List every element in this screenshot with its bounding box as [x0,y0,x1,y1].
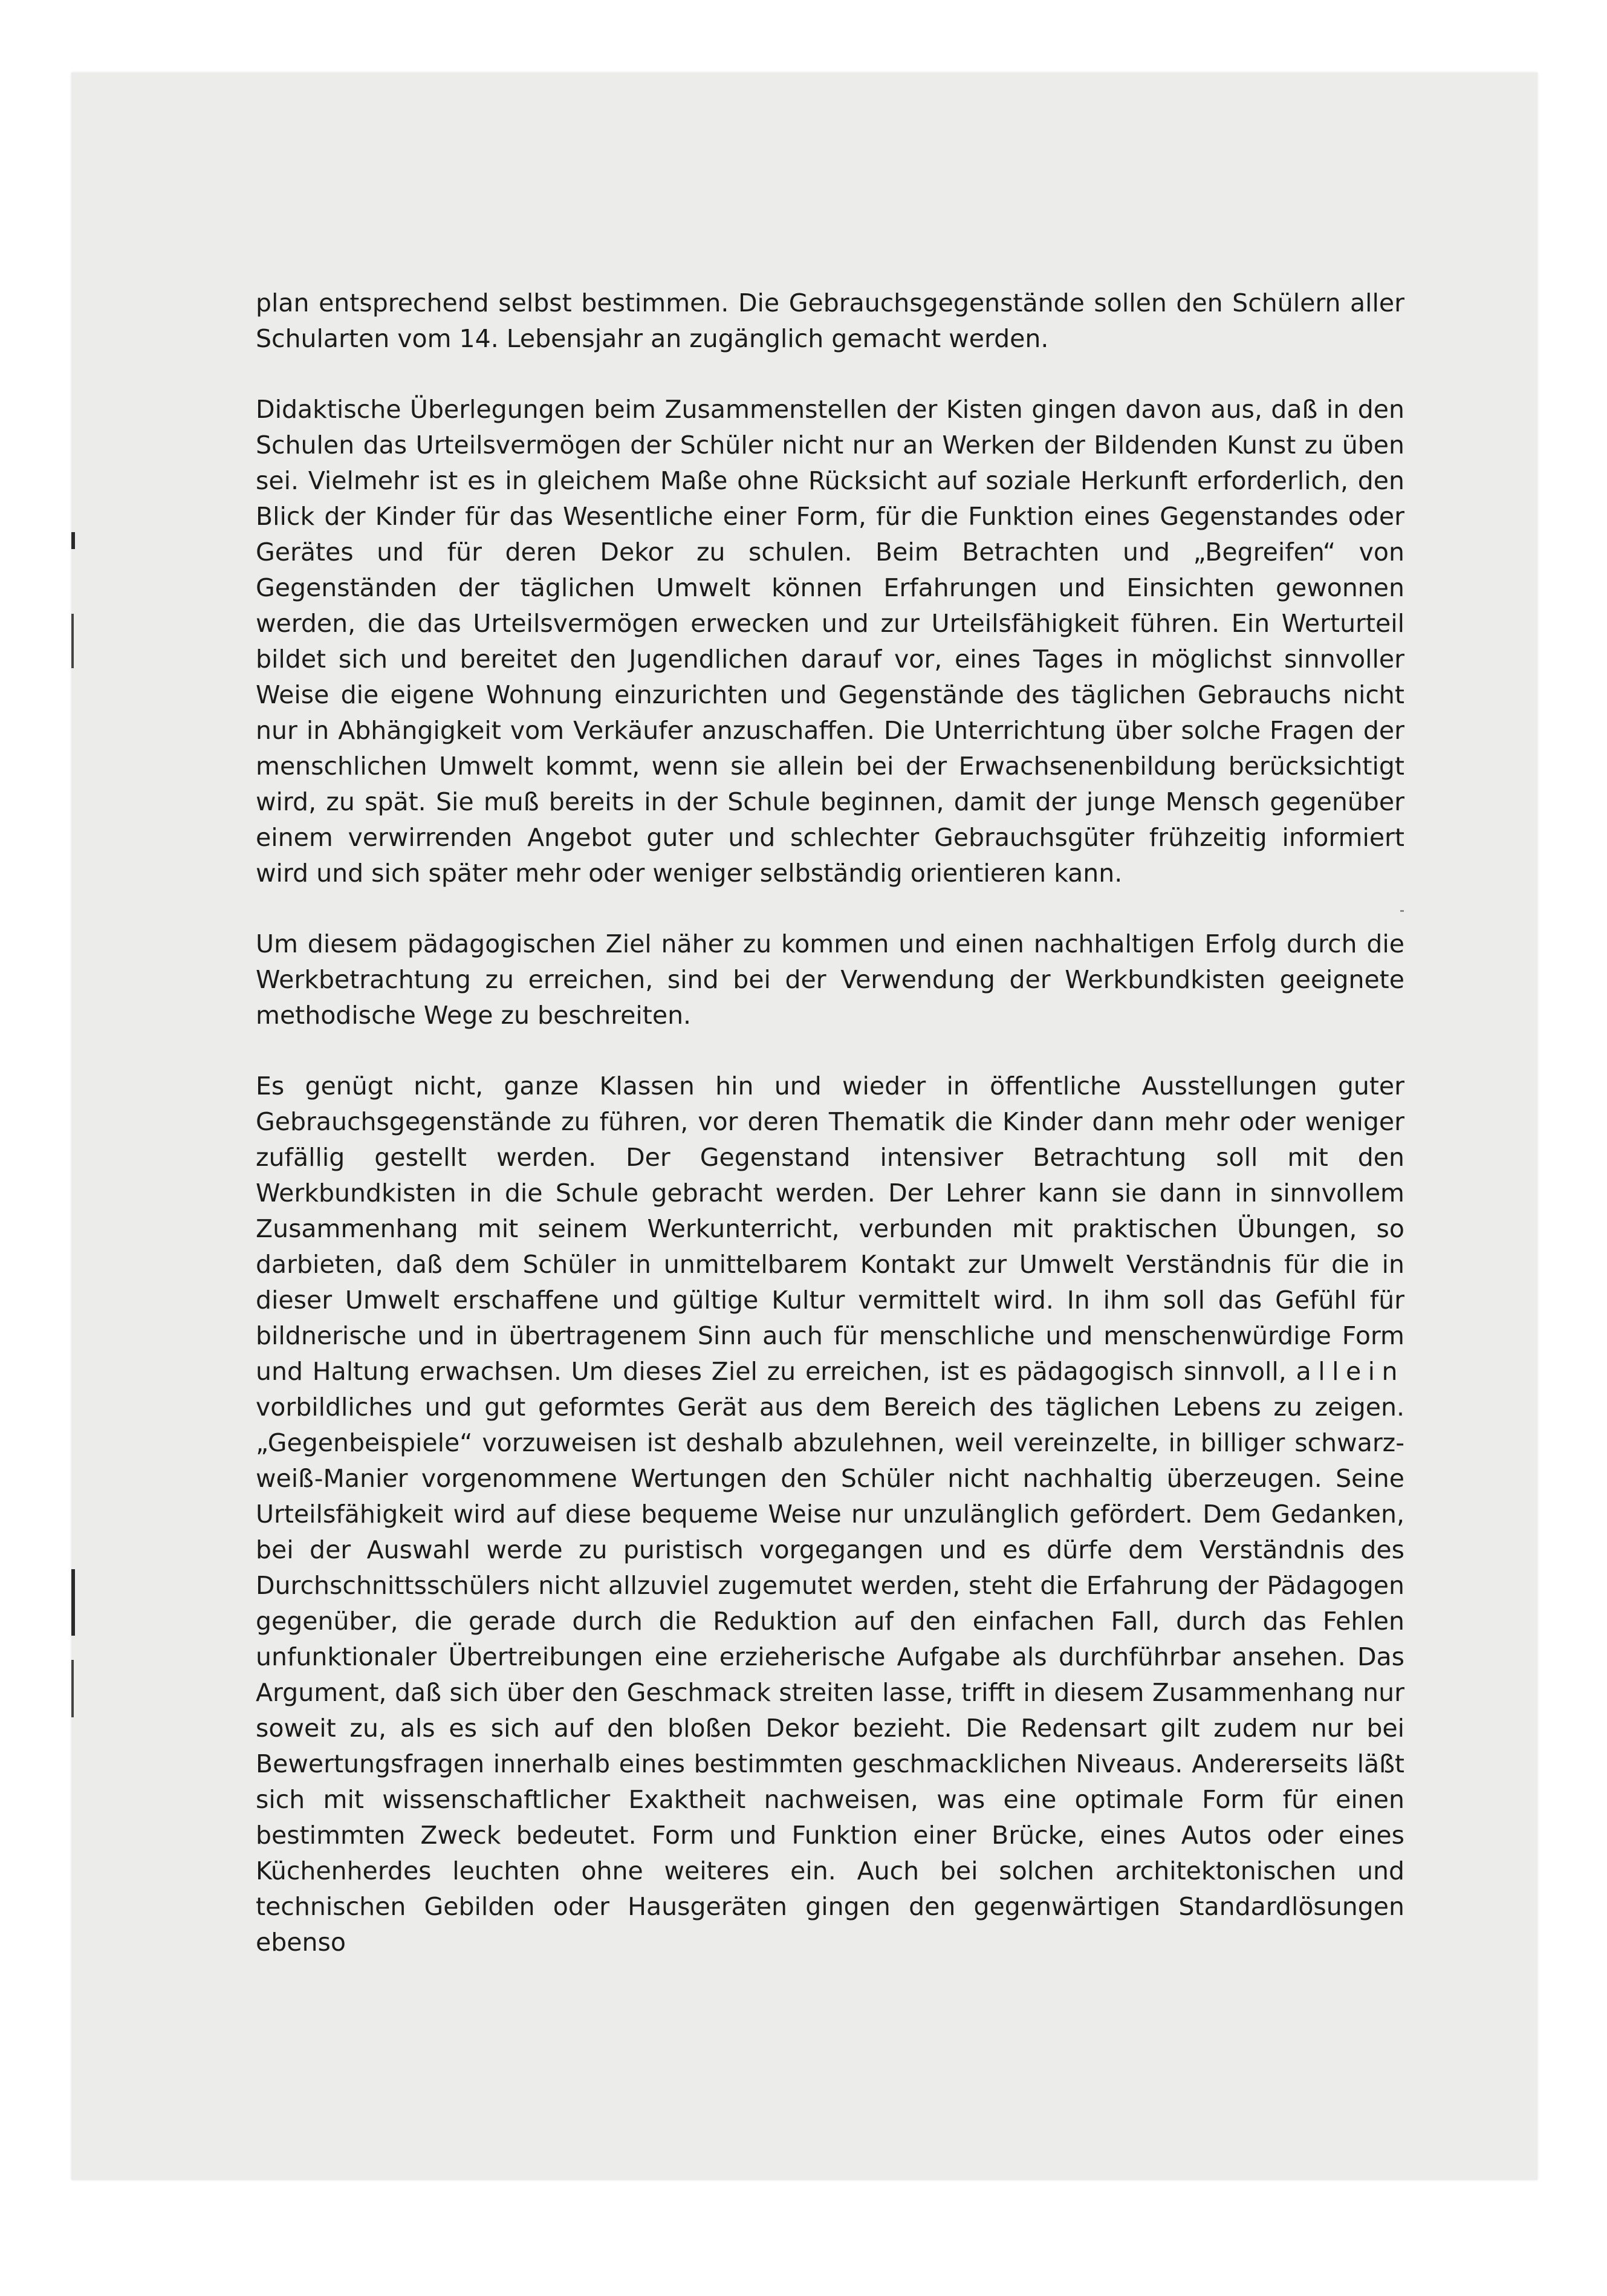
binding-mark [71,1660,74,1717]
paragraph-text: plan entsprechend selbst bestimmen. Die Gebrauchsgegenstände sollen den Schülern aller Schularten vom 14. Lebensjahr an zugänglich gemacht werden. [256,288,1404,353]
paragraph-text: Um diesem pädagogischen Ziel näher zu kommen und einen nachhaltigen Erfolg durch die Werkbetrachtung zu erreichen, sind bei der Verwendung der Werkbundkisten geeignete methodische Wege zu beschreiten. [256,929,1404,1030]
binding-mark [71,532,75,549]
paragraph [256,926,1404,1033]
paragraph-text: vorbildliches und gut geformtes Gerät aus dem Bereich des täglichen Lebens zu zeigen. „Gegenbeispiele“ vorzuweisen ist deshalb abzulehnen, weil vereinzelte, in billiger schwarz-weiß-Manier vorgenommene Wertungen den Schüler nicht nachhaltig überzeugen. Seine Urteilsfähigkeit wird auf diese bequeme Weise nur unzulänglich gefördert. Dem Gedanken, bei der Auswahl werde zu puristisch vorgegangen und es dürfe dem Verständnis des Durchschnittsschülers nicht allzuviel zugemutet werden, steht die Erfahrung der Pädagogen gegenüber, die gerade durch die Reduktion auf den einfachen Fall, durch das Fehlen unfunktionaler Übertreibungen eine erzieherische Aufgabe als durchführbar ansehen. Das Argument, daß sich über den Geschmack streiten lasse, trifft in diesem Zusammenhang nur soweit zu, als es sich auf den bloßen Dekor bezieht. Die Redensart gilt zudem nur bei Bewertungsfragen innerhalb eines bestimmten geschmacklichen Niveaus. Andererseits läßt sich mit wissenschaftlicher Exaktheit nachweisen, was eine optimale Form für einen bestimmten Zweck bedeutet. Form und Funktion einer Brücke, eines Autos oder eines Küchenherdes leuchten ohne weiteres ein. Auch bei solchen architektonischen und technischen Gebilden oder Hausgeräten gingen den gegenwärtigen Standardlösungen ebenso [256,1393,1404,1957]
body-text [256,285,1404,1995]
binding-mark [71,614,74,668]
paragraph [256,1068,1404,1960]
document-page [71,73,1537,2180]
paragraph [256,285,1404,357]
paragraph-text: Es genügt nicht, ganze Klassen hin und wieder in öffentliche Ausstellungen guter Gebrauchsgegenstände zu führen, vor deren Thematik die Kinder dann mehr oder weniger zufällig gestellt werden. Der Gegenstand intensiver Betrachtung soll mit den Werkbundkisten in die Schule gebracht werden. Der Lehrer kann sie dann in sinnvollem Zusammenhang mit seinem Werkunterricht, verbunden mit praktischen Übungen, so darbieten, daß dem Schüler in unmittelbarem Kontakt zur Umwelt Verständnis für die in dieser Umwelt erschaffene und gültige Kultur vermittelt wird. In ihm soll das Gefühl für bildnerische und in übertragenem Sinn auch für menschliche und menschenwürdige Form und Haltung erwachsen. Um dieses Ziel zu erreichen, ist es pädagogisch sinnvoll, [256,1072,1404,1386]
paragraph-text: Didaktische Überlegungen beim Zusammenstellen der Kisten gingen davon aus, daß in den Schulen das Urteilsvermögen der Schüler nicht nur an Werken der Bildenden Kunst zu üben sei. Vielmehr ist es in gleichem Maße ohne Rücksicht auf soziale Herkunft erforderlich, den Blick der Kinder für das Wesentliche einer Form, für die Funktion eines Gegenstandes oder Gerätes und für deren Dekor zu schulen. Beim Betrachten und „Begreifen“ von Gegenständen der täglichen Umwelt können Erfahrungen und Einsichten gewonnen werden, die das Urteilsvermögen erwecken und zur Urteilsfähigkeit führen. Ein Werturteil bildet sich und bereitet den Jugendlichen darauf vor, eines Tages in möglichst sinnvoller Weise die eigene Wohnung einzurichten und Gegenstände des täglichen Gebrauchs nicht nur in Abhängigkeit vom Verkäufer anzuschaffen. Die Unterrichtung über solche Fragen der menschlichen Umwelt kommt, wenn sie allein bei der Erwachsenenbildung berücksichtigt wird, zu spät. Sie muß bereits in der Schule beginnen, damit der junge Mensch gegenüber einem verwirrenden Angebot guter und schlechter Gebrauchsgüter frühzeitig informiert wird und sich später mehr oder weniger selbständig orientieren kann. [256,395,1404,888]
emphasized-word: allein [1296,1357,1404,1386]
binding-mark [71,1569,75,1636]
paragraph [256,392,1404,891]
